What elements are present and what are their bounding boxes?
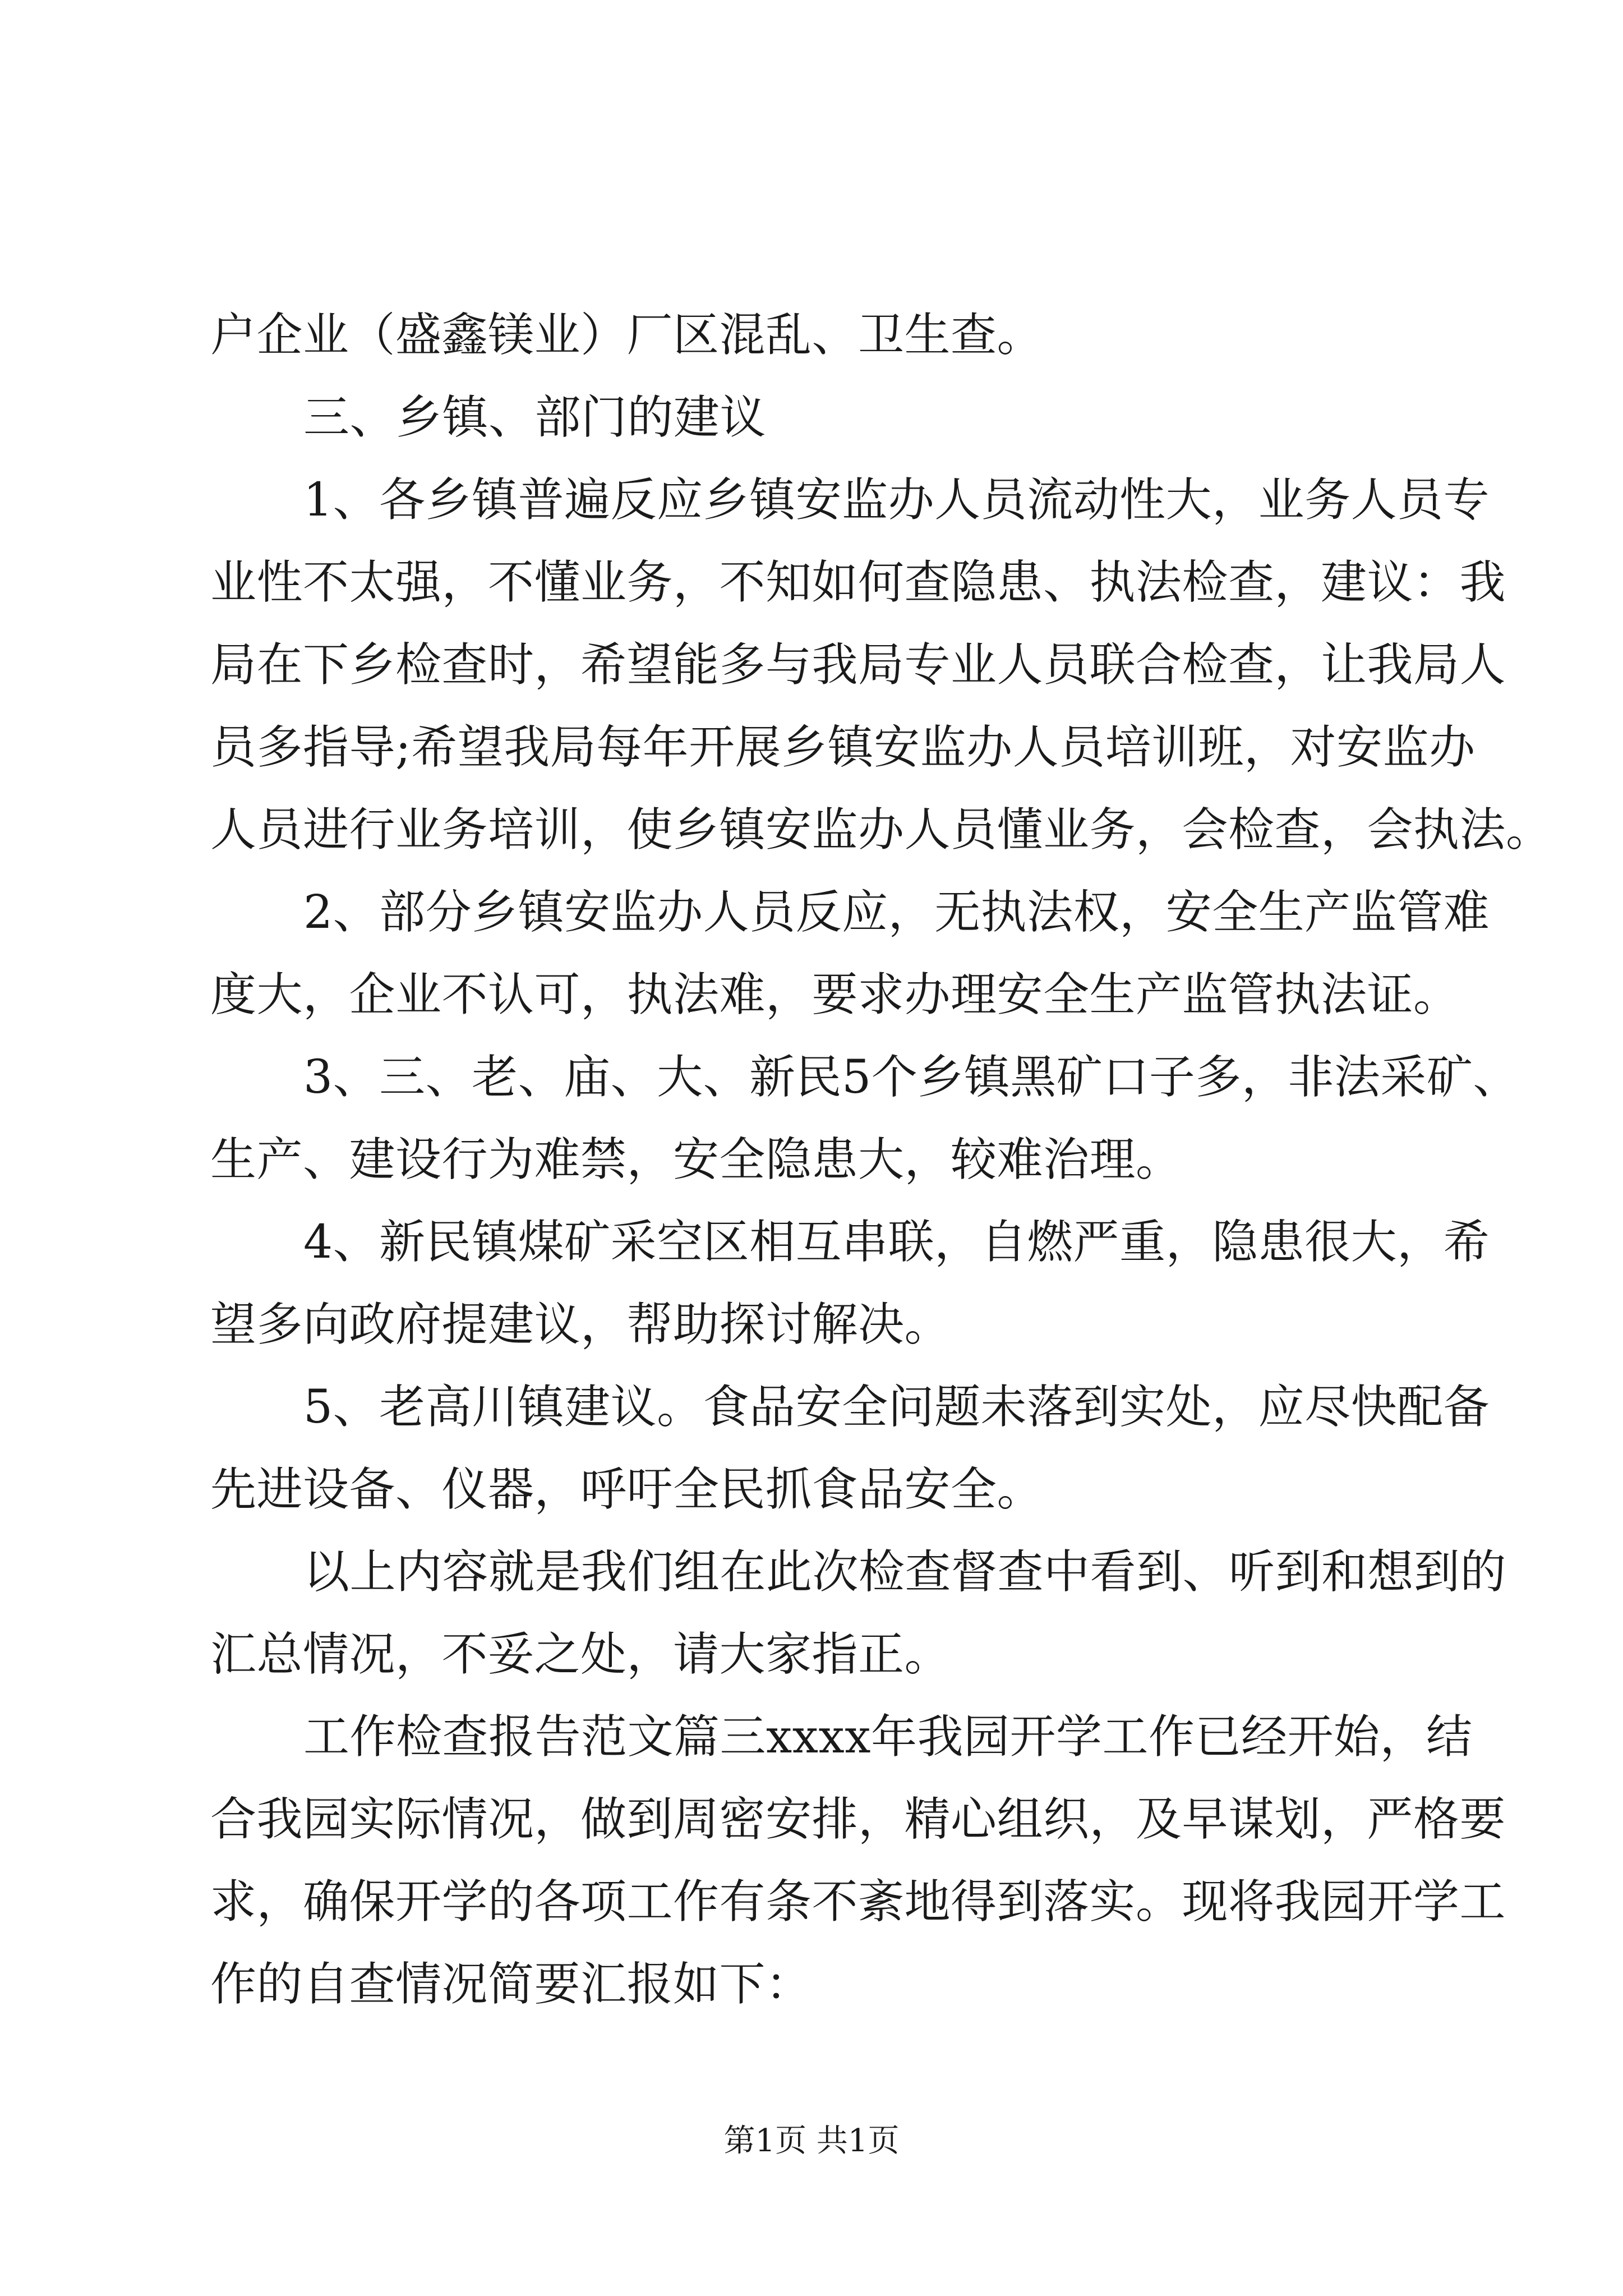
- text-line: 5、老高川镇建议。食品安全问题未落到实处，应尽快配备: [303, 1381, 1490, 1434]
- text-line: 合我园实际情况，做到周密安排，精心组织，及早谋划，严格要: [210, 1793, 1506, 1846]
- text-line: 3、三、老、庙、大、新民5个乡镇黑矿口子多，非法采矿、: [303, 1051, 1519, 1104]
- text-line: 先进设备、仪器，呼吁全民抓食品安全。: [210, 1463, 1044, 1516]
- text-line: 局在下乡检查时，希望能多与我局专业人员联合检查，让我局人: [210, 638, 1506, 692]
- text-line: 2、部分乡镇安监办人员反应，无执法权，安全生产监管难: [303, 886, 1490, 939]
- text-line: 度大，企业不认可，执法难，要求办理安全生产监管执法证。: [210, 968, 1460, 1022]
- text-line: 人员进行业务培训，使乡镇安监办人员懂业务，会检查，会执法。: [210, 803, 1552, 857]
- text-line: 业性不太强，不懂业务，不知如何查隐患、执法检查，建议：我: [210, 556, 1506, 609]
- text-line: 员多指导;希望我局每年开展乡镇安监办人员培训班，对安监办: [210, 721, 1476, 774]
- text-line: 生产、建设行为难禁，安全隐患大，较难治理。: [210, 1133, 1182, 1186]
- text-line: 望多向政府提建议，帮助探讨解决。: [210, 1298, 951, 1351]
- text-line: 1、各乡镇普遍反应乡镇安监办人员流动性大，业务人员专: [303, 473, 1490, 527]
- text-line: 以上内容就是我们组在此次检查督查中看到、听到和想到的: [303, 1545, 1507, 1599]
- text-line: 户企业（盛鑫镁业）厂区混乱、卫生查。: [210, 309, 1044, 362]
- section-heading: 三、乡镇、部门的建议: [303, 391, 767, 444]
- text-line: 4、新民镇煤矿采空区相互串联，自燃严重，隐患很大，希: [303, 1216, 1490, 1269]
- text-line: 工作检查报告范文篇三xxxx年我园开学工作已经开始，结: [303, 1710, 1473, 1764]
- text-line: 作的自查情况简要汇报如下：: [210, 1958, 812, 2011]
- text-line: 汇总情况，不妥之处，请大家指正。: [210, 1628, 951, 1681]
- page-number-footer: 第1页 共1页: [723, 2123, 900, 2159]
- text-line: 求，确保开学的各项工作有条不紊地得到落实。现将我园开学工: [210, 1875, 1506, 1929]
